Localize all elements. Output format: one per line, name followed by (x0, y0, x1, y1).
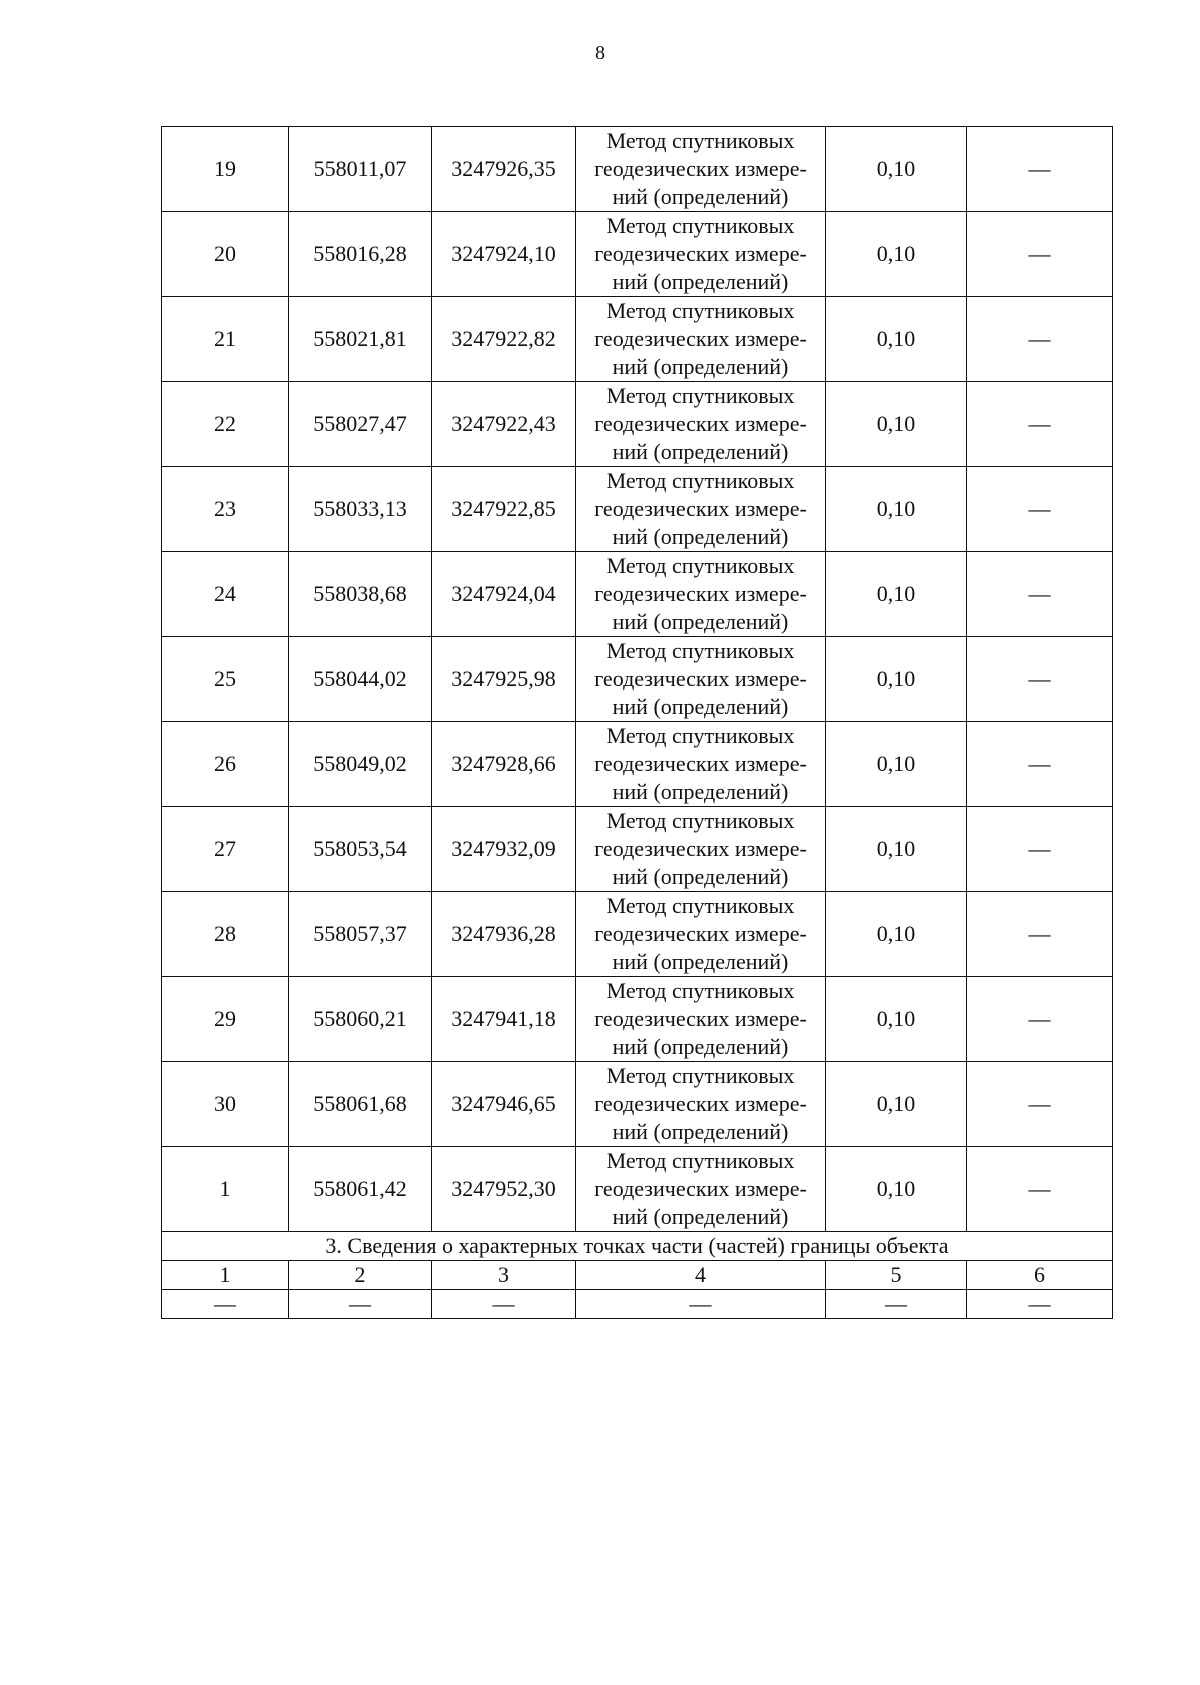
precision-value: 0,10 (826, 637, 967, 722)
description-dash: — (967, 382, 1113, 467)
point-number: 27 (162, 807, 289, 892)
description-dash: — (967, 807, 1113, 892)
coordinate-y: 3247932,09 (432, 807, 576, 892)
point-number: 29 (162, 977, 289, 1062)
coordinate-x: 558027,47 (289, 382, 432, 467)
coordinate-y: 3247922,85 (432, 467, 576, 552)
method-cell (576, 722, 826, 807)
page-number: 8 (595, 42, 605, 64)
point-number: 26 (162, 722, 289, 807)
description-dash: — (967, 467, 1113, 552)
method-line: ний (определений) (612, 864, 789, 889)
table-row (162, 297, 1113, 382)
method-line: ний (определений) (612, 184, 789, 209)
method-line: Метод спутниковых (606, 553, 795, 578)
coordinate-x: 558044,02 (289, 637, 432, 722)
method-cell (576, 127, 826, 212)
section-3-row (162, 1232, 1113, 1261)
coordinate-x: 558053,54 (289, 807, 432, 892)
coordinate-y: 3247924,04 (432, 552, 576, 637)
precision-value: 0,10 (826, 382, 967, 467)
point-number: 21 (162, 297, 289, 382)
description-dash: — (967, 892, 1113, 977)
coordinate-y: 3247941,18 (432, 977, 576, 1062)
table-row (162, 127, 1113, 212)
coordinate-y: 3247936,28 (432, 892, 576, 977)
point-number: 23 (162, 467, 289, 552)
method-line: ний (определений) (612, 269, 789, 294)
method-line: ний (определений) (612, 1204, 789, 1229)
precision-value: 0,10 (826, 1147, 967, 1232)
method-cell (576, 1062, 826, 1147)
method-cell (576, 382, 826, 467)
method-line: ний (определений) (612, 609, 789, 634)
column-number: 1 (162, 1261, 289, 1290)
method-line: Метод спутниковых (606, 893, 795, 918)
method-cell (576, 467, 826, 552)
column-number: 4 (576, 1261, 826, 1290)
coordinate-y: 3247922,82 (432, 297, 576, 382)
point-number: 28 (162, 892, 289, 977)
table-row (162, 467, 1113, 552)
point-number: 22 (162, 382, 289, 467)
boundary-points-table (161, 126, 1113, 1319)
description-dash: — (967, 212, 1113, 297)
table-row (162, 807, 1113, 892)
coordinate-x: 558016,28 (289, 212, 432, 297)
description-dash: — (967, 1147, 1113, 1232)
description-dash: — (967, 637, 1113, 722)
method-line: геодезических измере- (594, 496, 807, 521)
column-number: 6 (967, 1261, 1113, 1290)
method-line: геодезических измере- (594, 1006, 807, 1031)
table-row (162, 1147, 1113, 1232)
precision-value: 0,10 (826, 212, 967, 297)
method-line: Метод спутниковых (606, 468, 795, 493)
method-line: геодезических измере- (594, 1176, 807, 1201)
method-cell (576, 1147, 826, 1232)
description-dash: — (967, 127, 1113, 212)
method-line: геодезических измере- (594, 836, 807, 861)
column-number: 2 (289, 1261, 432, 1290)
column-number: 5 (826, 1261, 967, 1290)
empty-cell: — (432, 1290, 576, 1319)
coordinate-y: 3247946,65 (432, 1062, 576, 1147)
precision-value: 0,10 (826, 467, 967, 552)
precision-value: 0,10 (826, 722, 967, 807)
coordinate-y: 3247926,35 (432, 127, 576, 212)
coordinate-x: 558057,37 (289, 892, 432, 977)
method-line: ний (определений) (612, 949, 789, 974)
method-line: ний (определений) (612, 1034, 789, 1059)
method-line: ний (определений) (612, 694, 789, 719)
point-number: 25 (162, 637, 289, 722)
method-cell (576, 637, 826, 722)
method-line: геодезических измере- (594, 751, 807, 776)
empty-cell: — (289, 1290, 432, 1319)
description-dash: — (967, 977, 1113, 1062)
coordinate-y: 3247924,10 (432, 212, 576, 297)
method-line: Метод спутниковых (606, 1063, 795, 1088)
method-cell (576, 212, 826, 297)
method-line: Метод спутниковых (606, 1148, 795, 1173)
method-line: геодезических измере- (594, 666, 807, 691)
method-line: Метод спутниковых (606, 383, 795, 408)
coordinate-x: 558038,68 (289, 552, 432, 637)
method-line: ний (определений) (612, 354, 789, 379)
point-number: 20 (162, 212, 289, 297)
method-line: геодезических измере- (594, 241, 807, 266)
section-3-header-row (162, 1261, 1113, 1290)
method-line: Метод спутниковых (606, 723, 795, 748)
method-cell (576, 977, 826, 1062)
description-dash: — (967, 1062, 1113, 1147)
coordinate-y: 3247928,66 (432, 722, 576, 807)
empty-cell: — (576, 1290, 826, 1319)
precision-value: 0,10 (826, 807, 967, 892)
method-line: геодезических измере- (594, 156, 807, 181)
section-3-empty-row (162, 1290, 1113, 1319)
section-3-title: 3. Сведения о характерных точках части (частей) границы объекта (162, 1232, 1113, 1261)
coordinate-y: 3247922,43 (432, 382, 576, 467)
method-line: Метод спутниковых (606, 808, 795, 833)
method-line: ний (определений) (612, 779, 789, 804)
point-number: 19 (162, 127, 289, 212)
method-line: Метод спутниковых (606, 978, 795, 1003)
description-dash: — (967, 297, 1113, 382)
method-line: Метод спутниковых (606, 213, 795, 238)
method-line: геодезических измере- (594, 326, 807, 351)
precision-value: 0,10 (826, 127, 967, 212)
table-row (162, 212, 1113, 297)
empty-cell: — (162, 1290, 289, 1319)
precision-value: 0,10 (826, 977, 967, 1062)
method-line: геодезических измере- (594, 411, 807, 436)
coordinate-x: 558061,42 (289, 1147, 432, 1232)
method-cell (576, 892, 826, 977)
coordinate-x: 558061,68 (289, 1062, 432, 1147)
table-body (162, 127, 1113, 1232)
precision-value: 0,10 (826, 1062, 967, 1147)
coordinate-x: 558011,07 (289, 127, 432, 212)
method-line: геодезических измере- (594, 1091, 807, 1116)
table-row (162, 722, 1113, 807)
method-line: геодезических измере- (594, 581, 807, 606)
method-line: Метод спутниковых (606, 128, 795, 153)
table-row (162, 637, 1113, 722)
empty-cell: — (967, 1290, 1113, 1319)
coordinate-x: 558060,21 (289, 977, 432, 1062)
table-row (162, 1062, 1113, 1147)
method-line: геодезических измере- (594, 921, 807, 946)
description-dash: — (967, 722, 1113, 807)
column-number: 3 (432, 1261, 576, 1290)
method-line: Метод спутниковых (606, 638, 795, 663)
coordinate-x: 558033,13 (289, 467, 432, 552)
coordinate-y: 3247952,30 (432, 1147, 576, 1232)
table-row (162, 382, 1113, 467)
point-number: 1 (162, 1147, 289, 1232)
point-number: 30 (162, 1062, 289, 1147)
method-line: Метод спутниковых (606, 298, 795, 323)
method-cell (576, 297, 826, 382)
precision-value: 0,10 (826, 552, 967, 637)
precision-value: 0,10 (826, 297, 967, 382)
coordinate-y: 3247925,98 (432, 637, 576, 722)
table-row (162, 977, 1113, 1062)
table-row (162, 552, 1113, 637)
table-row (162, 892, 1113, 977)
description-dash: — (967, 552, 1113, 637)
coordinate-x: 558021,81 (289, 297, 432, 382)
precision-value: 0,10 (826, 892, 967, 977)
coordinate-x: 558049,02 (289, 722, 432, 807)
method-cell (576, 807, 826, 892)
method-line: ний (определений) (612, 524, 789, 549)
method-cell (576, 552, 826, 637)
method-line: ний (определений) (612, 1119, 789, 1144)
point-number: 24 (162, 552, 289, 637)
method-line: ний (определений) (612, 439, 789, 464)
empty-cell: — (826, 1290, 967, 1319)
